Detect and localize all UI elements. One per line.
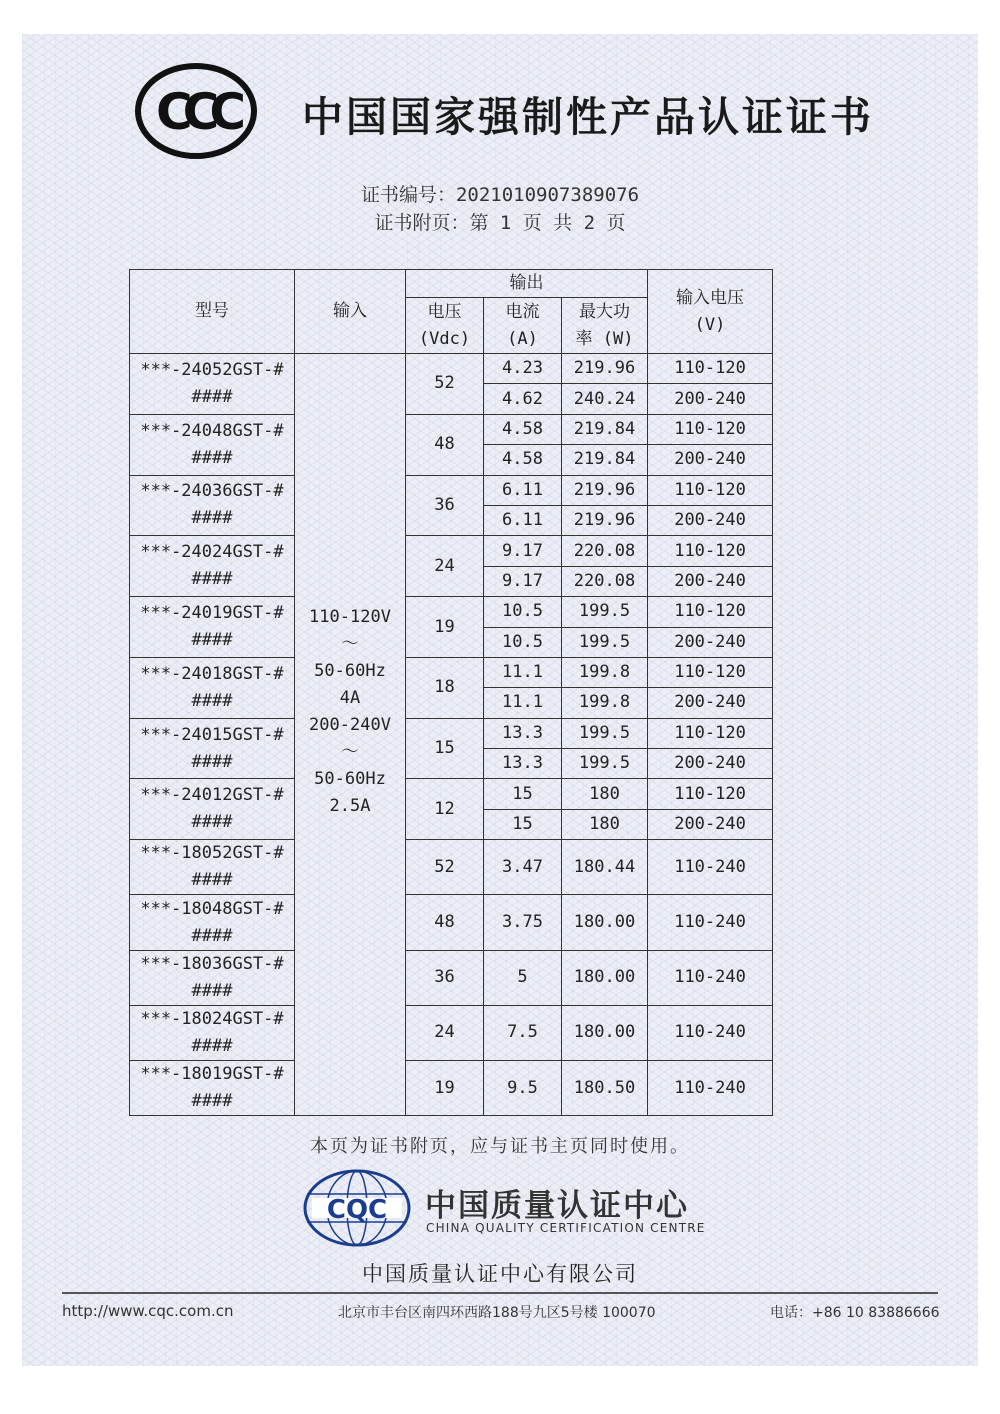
voltage-cell-text: 18	[434, 677, 455, 698]
current-cell-text: 6.11	[502, 510, 543, 531]
model-cell-text: ***-18024GST-#	[140, 1008, 284, 1029]
current-cell	[484, 840, 562, 895]
model-cell-text: ####	[191, 1035, 233, 1056]
model-cell-text: ***-24024GST-#	[140, 542, 284, 563]
input-voltage-cell-text: 110-240	[674, 1077, 746, 1098]
power-cell-text: 199.8	[578, 692, 631, 713]
model-cell	[130, 354, 295, 415]
model-cell-text: ***-24048GST-#	[140, 420, 284, 441]
power-cell-text: 199.5	[578, 601, 631, 622]
voltage-cell	[406, 657, 484, 718]
current-cell-text: 13.3	[502, 722, 543, 743]
model-cell	[130, 840, 295, 895]
input-spec-cell-text: 50-60Hz	[314, 661, 386, 681]
voltage-cell-text: 48	[434, 912, 455, 933]
model-cell	[130, 1005, 295, 1060]
voltage-cell	[406, 950, 484, 1005]
current-cell	[484, 354, 562, 384]
header-voltage	[406, 298, 484, 354]
power-cell-text: 240.24	[573, 388, 636, 409]
model-cell	[130, 657, 295, 718]
voltage-cell-text: 15	[434, 738, 455, 759]
header-current-text: (A)	[507, 328, 538, 349]
input-voltage-cell-text: 200-240	[674, 570, 746, 591]
header-output	[406, 270, 648, 298]
input-voltage-cell-text: 200-240	[674, 753, 746, 774]
power-cell-text: 180.00	[573, 912, 636, 933]
model-cell-text: ***-18052GST-#	[140, 843, 284, 864]
voltage-cell-text: 36	[434, 494, 455, 515]
power-cell-text: 220.08	[573, 570, 636, 591]
header-power	[562, 298, 648, 354]
table-row	[130, 354, 773, 384]
power-cell-text: 199.5	[578, 722, 631, 743]
header-power-text: 最大功	[579, 301, 631, 322]
input-voltage-cell-text: 110-120	[674, 540, 746, 561]
power-cell-text: 199.5	[578, 753, 631, 774]
power-cell	[562, 950, 648, 1005]
certificate-page	[22, 34, 978, 1366]
voltage-cell-text: 52	[434, 856, 455, 877]
power-cell	[562, 688, 648, 718]
model-cell-text: ####	[191, 751, 233, 772]
input-spec-cell-text: 4A	[339, 688, 361, 708]
power-cell	[562, 536, 648, 566]
table-row	[130, 414, 773, 444]
power-cell	[562, 840, 648, 895]
current-cell-text: 15	[512, 814, 533, 835]
model-cell-text: ***-24052GST-#	[140, 359, 284, 380]
model-cell-text: ####	[191, 925, 233, 946]
certificate-number: 证书编号：2021010907389076	[360, 184, 640, 206]
input-voltage-cell	[648, 840, 773, 895]
certificate-page-number: 证书附页：第 1 页 共 2 页	[374, 212, 626, 234]
spec-table	[129, 269, 773, 1116]
current-cell-text: 4.23	[502, 358, 543, 379]
model-cell	[130, 475, 295, 536]
input-voltage-cell	[648, 536, 773, 566]
input-voltage-cell-text: 110-120	[674, 662, 746, 683]
power-cell	[562, 475, 648, 505]
power-cell	[562, 445, 648, 475]
model-cell-text: ***-18036GST-#	[140, 953, 284, 974]
header-current	[484, 298, 562, 354]
power-cell-text: 220.08	[573, 540, 636, 561]
table-row	[130, 536, 773, 566]
current-cell	[484, 1061, 562, 1116]
current-cell	[484, 895, 562, 950]
current-cell	[484, 1005, 562, 1060]
voltage-cell-text: 24	[434, 555, 455, 576]
voltage-cell	[406, 475, 484, 536]
voltage-cell-text: 24	[434, 1022, 455, 1043]
power-cell	[562, 779, 648, 809]
input-voltage-cell	[648, 354, 773, 384]
model-cell-text: ####	[191, 569, 233, 590]
appendix-note: 本页为证书附页，应与证书主页同时使用。	[310, 1136, 690, 1157]
voltage-cell	[406, 895, 484, 950]
model-cell	[130, 895, 295, 950]
current-cell-text: 11.1	[502, 692, 543, 713]
voltage-cell	[406, 536, 484, 597]
power-cell-text: 180	[589, 814, 620, 835]
voltage-cell	[406, 1005, 484, 1060]
power-cell	[562, 627, 648, 657]
input-voltage-cell-text: 200-240	[674, 388, 746, 409]
table-row	[130, 779, 773, 809]
footer-url: http://www.cqc.com.cn	[62, 1302, 234, 1320]
issuer-company: 中国质量认证中心有限公司	[362, 1262, 638, 1286]
current-cell	[484, 749, 562, 779]
model-cell-text: ####	[191, 508, 233, 529]
input-voltage-cell-text: 110-120	[674, 358, 746, 379]
power-cell-text: 180.00	[573, 1022, 636, 1043]
svg-text:CQC: CQC	[326, 1195, 388, 1225]
power-cell-text: 219.96	[573, 358, 636, 379]
input-voltage-cell	[648, 384, 773, 414]
table-row	[130, 840, 773, 895]
power-cell-text: 180.00	[573, 967, 636, 988]
current-cell	[484, 779, 562, 809]
header-input-voltage-text: (V)	[694, 314, 726, 335]
current-cell-text: 13.3	[502, 753, 543, 774]
model-cell-text: ####	[191, 690, 233, 711]
header-input-voltage-text: 输入电压	[676, 287, 745, 308]
power-cell	[562, 597, 648, 627]
voltage-cell	[406, 414, 484, 475]
cqc-logo	[302, 1168, 412, 1248]
power-cell-text: 199.5	[578, 631, 631, 652]
voltage-cell-text: 52	[434, 373, 455, 394]
current-cell-text: 10.5	[502, 631, 543, 652]
power-cell-text: 180.50	[573, 1077, 636, 1098]
input-spec-cell-text: 110-120V	[309, 607, 391, 627]
table-row	[130, 657, 773, 687]
input-voltage-cell	[648, 809, 773, 839]
footer-divider	[62, 1292, 938, 1294]
model-cell-text: ***-24036GST-#	[140, 481, 284, 502]
certificate-title: 中国国家强制性产品认证证书	[302, 93, 874, 141]
power-cell	[562, 384, 648, 414]
input-spec-cell-text: ～	[341, 634, 359, 654]
current-cell-text: 9.5	[507, 1077, 538, 1098]
power-cell-text: 180.44	[573, 856, 636, 877]
model-cell	[130, 779, 295, 840]
model-cell-text: ####	[191, 630, 233, 651]
input-voltage-cell	[648, 597, 773, 627]
input-voltage-cell-text: 200-240	[674, 510, 746, 531]
input-voltage-cell-text: 200-240	[674, 631, 746, 652]
header-model-text: 型号	[195, 301, 229, 321]
current-cell	[484, 505, 562, 535]
input-voltage-cell	[648, 779, 773, 809]
issuer-name-en: CHINA QUALITY CERTIFICATION CENTRE	[426, 1221, 706, 1235]
current-cell	[484, 536, 562, 566]
power-cell	[562, 718, 648, 748]
header-row	[130, 270, 773, 298]
current-cell	[484, 657, 562, 687]
voltage-cell-text: 12	[434, 798, 455, 819]
power-cell	[562, 1005, 648, 1060]
voltage-cell-text: 36	[434, 967, 455, 988]
power-cell-text: 180	[589, 783, 620, 804]
current-cell	[484, 414, 562, 444]
table-row	[130, 1061, 773, 1116]
current-cell	[484, 597, 562, 627]
header-voltage-text: 电压	[427, 301, 462, 322]
model-cell-text: ####	[191, 1091, 233, 1112]
current-cell-text: 9.17	[502, 570, 543, 591]
voltage-cell	[406, 597, 484, 658]
input-spec-cell-text: ～	[341, 742, 359, 762]
issuer-name-cn: 中国质量认证中心	[425, 1188, 689, 1224]
table-row	[130, 475, 773, 505]
input-voltage-cell	[648, 414, 773, 444]
footer-phone: 电话：+86 10 83886666	[770, 1305, 940, 1321]
input-voltage-cell	[648, 1061, 773, 1116]
power-cell	[562, 505, 648, 535]
input-voltage-cell	[648, 950, 773, 1005]
current-cell-text: 4.62	[502, 388, 543, 409]
ccc-logo	[134, 62, 258, 160]
input-voltage-cell-text: 110-240	[674, 856, 746, 877]
input-spec-cell	[295, 354, 406, 1116]
input-voltage-cell	[648, 749, 773, 779]
current-cell-text: 11.1	[502, 662, 543, 683]
model-cell-text: ***-24019GST-#	[140, 603, 284, 624]
current-cell	[484, 566, 562, 596]
model-cell	[130, 1061, 295, 1116]
model-cell	[130, 718, 295, 779]
power-cell	[562, 1061, 648, 1116]
power-cell	[562, 749, 648, 779]
power-cell-text: 219.96	[573, 479, 636, 500]
power-cell-text: 219.84	[573, 449, 636, 470]
voltage-cell	[406, 1061, 484, 1116]
voltage-cell	[406, 840, 484, 895]
power-cell-text: 219.84	[573, 418, 636, 439]
input-voltage-cell-text: 110-240	[674, 1022, 746, 1043]
current-cell	[484, 384, 562, 414]
voltage-cell	[406, 718, 484, 779]
current-cell-text: 5	[517, 967, 528, 988]
voltage-cell	[406, 354, 484, 415]
power-cell-text: 199.8	[578, 662, 631, 683]
input-voltage-cell-text: 110-120	[674, 418, 746, 439]
model-cell-text: ***-24018GST-#	[140, 663, 284, 684]
input-spec-cell-text: 200-240V	[309, 715, 391, 735]
power-cell	[562, 895, 648, 950]
input-voltage-cell	[648, 1005, 773, 1060]
model-cell-text: ####	[191, 386, 233, 407]
input-voltage-cell	[648, 627, 773, 657]
input-voltage-cell	[648, 895, 773, 950]
power-cell	[562, 354, 648, 384]
current-cell-text: 4.58	[502, 418, 543, 439]
power-cell	[562, 809, 648, 839]
model-cell-text: ***-18019GST-#	[140, 1064, 284, 1085]
input-voltage-cell-text: 200-240	[674, 692, 746, 713]
model-cell-text: ***-18048GST-#	[140, 898, 284, 919]
current-cell	[484, 809, 562, 839]
current-cell-text: 7.5	[507, 1022, 538, 1043]
voltage-cell-text: 19	[434, 1077, 455, 1098]
input-spec-cell-text: 50-60Hz	[314, 769, 386, 789]
current-cell-text: 9.17	[502, 540, 543, 561]
header-current-text: 电流	[505, 301, 540, 322]
power-cell	[562, 414, 648, 444]
table-row	[130, 718, 773, 748]
table-row	[130, 895, 773, 950]
input-voltage-cell	[648, 566, 773, 596]
svg-text:CCC: CCC	[155, 83, 237, 141]
voltage-cell	[406, 779, 484, 840]
header-input-voltage	[648, 270, 773, 354]
model-cell	[130, 950, 295, 1005]
model-cell-text: ***-24012GST-#	[140, 785, 284, 806]
current-cell-text: 6.11	[502, 479, 543, 500]
input-voltage-cell	[648, 505, 773, 535]
header-voltage-text: (Vdc)	[418, 328, 471, 349]
model-cell	[130, 414, 295, 475]
input-spec-cell-text: 2.5A	[329, 796, 371, 816]
current-cell-text: 4.58	[502, 449, 543, 470]
input-voltage-cell-text: 110-240	[674, 967, 746, 988]
model-cell-text: ####	[191, 980, 233, 1001]
table-row	[130, 950, 773, 1005]
current-cell-text: 3.75	[502, 912, 543, 933]
current-cell	[484, 627, 562, 657]
header-power-text: 率 (W)	[575, 328, 634, 349]
input-voltage-cell-text: 110-240	[674, 912, 746, 933]
current-cell	[484, 445, 562, 475]
model-cell-text: ####	[191, 447, 233, 468]
header-model	[130, 270, 295, 354]
input-voltage-cell	[648, 718, 773, 748]
input-voltage-cell-text: 110-120	[674, 722, 746, 743]
model-cell	[130, 536, 295, 597]
current-cell-text: 10.5	[502, 601, 543, 622]
model-cell-text: ####	[191, 812, 233, 833]
input-voltage-cell	[648, 445, 773, 475]
footer-address: 北京市丰台区南四环西路188号九区5号楼 100070	[338, 1305, 656, 1321]
input-voltage-cell	[648, 475, 773, 505]
current-cell	[484, 718, 562, 748]
header-input	[295, 270, 406, 354]
current-cell	[484, 475, 562, 505]
input-voltage-cell-text: 200-240	[674, 814, 746, 835]
current-cell	[484, 688, 562, 718]
current-cell	[484, 950, 562, 1005]
input-voltage-cell	[648, 688, 773, 718]
voltage-cell-text: 48	[434, 434, 455, 455]
input-voltage-cell-text: 110-120	[674, 783, 746, 804]
model-cell-text: ####	[191, 870, 233, 891]
current-cell-text: 15	[512, 783, 533, 804]
table-row	[130, 1005, 773, 1060]
input-voltage-cell-text: 110-120	[674, 601, 746, 622]
table-row	[130, 597, 773, 627]
input-voltage-cell-text: 110-120	[674, 479, 746, 500]
power-cell-text: 219.96	[573, 510, 636, 531]
model-cell	[130, 597, 295, 658]
input-voltage-cell	[648, 657, 773, 687]
voltage-cell-text: 19	[434, 616, 455, 637]
current-cell-text: 3.47	[502, 856, 543, 877]
input-voltage-cell-text: 200-240	[674, 449, 746, 470]
header-input-text: 输入	[333, 301, 367, 321]
model-cell-text: ***-24015GST-#	[140, 724, 284, 745]
power-cell	[562, 566, 648, 596]
header-output-text: 输出	[509, 273, 544, 293]
power-cell	[562, 657, 648, 687]
